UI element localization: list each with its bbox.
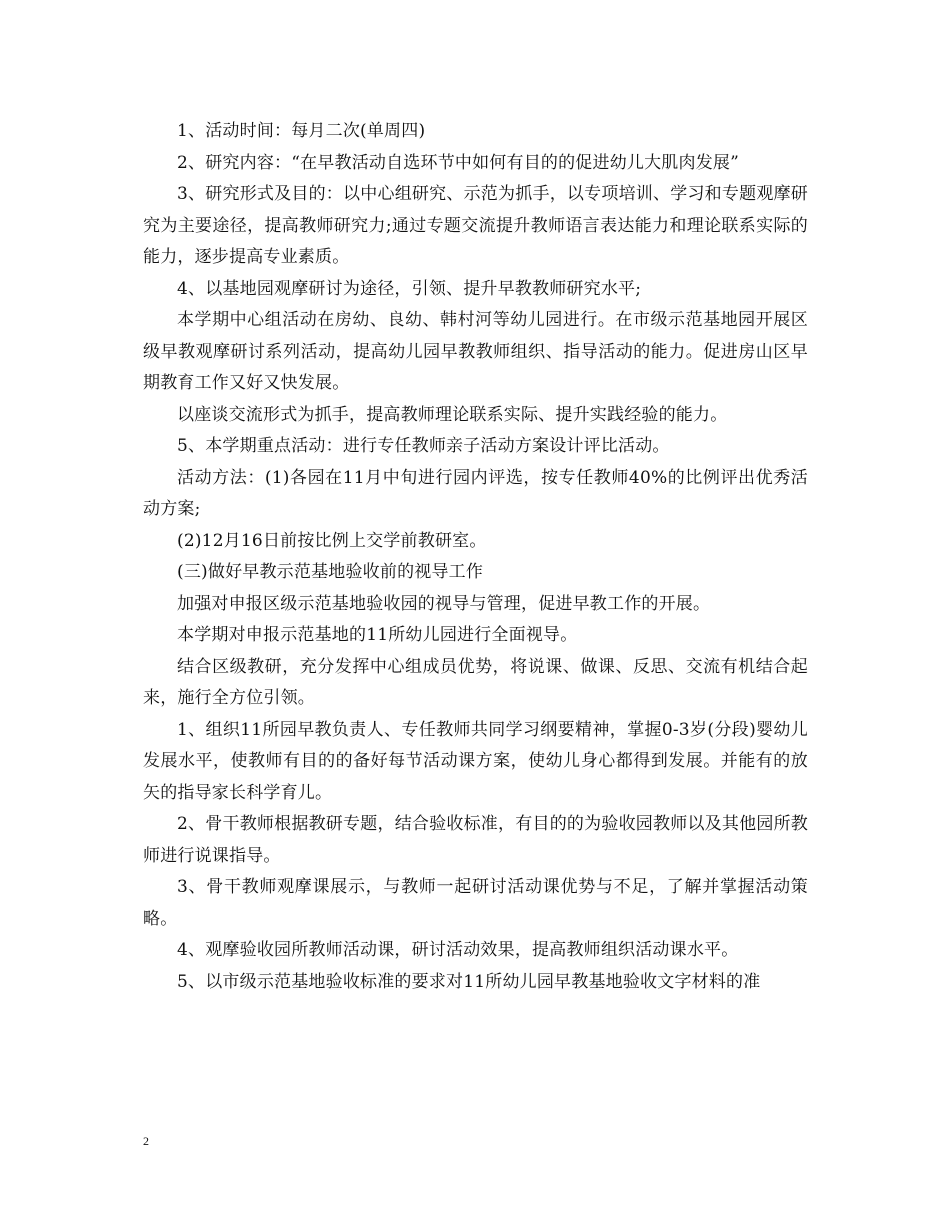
- paragraph: (2)12月16日前按比例上交学前教研室。: [177, 530, 487, 551]
- document-body: [143, 116, 808, 998]
- paragraph: 4、观摩验收园所教师活动课，研讨活动效果，提高教师组织活动课水平。: [177, 940, 739, 960]
- paragraph: 5、本学期重点活动：进行专任教师亲子活动方案设计评比活动。: [177, 436, 670, 456]
- paragraph: 2、骨干教师根据教研专题，结合验收标准，有目的的为验收园教师以及其他园所教师进行说课指导。: [143, 814, 808, 866]
- paragraph: 3、骨干教师观摩课展示，与教师一起研讨活动课优势与不足，了解并掌握活动策略。: [143, 877, 808, 929]
- paragraph: 本学期中心组活动在房幼、良幼、韩村河等幼儿园进行。在市级示范基地园开展区级早教观摩研讨系列活动，提高幼儿园早教教师组织、指导活动的能力。促进房山区早期教育工作又好又快发展。: [143, 310, 808, 393]
- paragraph: 以座谈交流形式为抓手，提高教师理论联系实际、提升实践经验的能力。: [177, 404, 728, 425]
- paragraph: 4、以基地园观摩研讨为途径，引领、提升早教教师研究水平;: [177, 278, 642, 299]
- paragraph: 本学期对申报示范基地的11所幼儿园进行全面视导。: [177, 625, 578, 645]
- paragraph: 加强对申报区级示范基地验收园的视导与管理，促进早教工作的开展。: [177, 593, 711, 614]
- paragraph: 活动方法：(1)各园在11月中旬进行园内评选，按专任教师40%的比例评出优秀活动方案;: [143, 467, 808, 519]
- paragraph: 2、研究内容：“在早教活动自选环节中如何有目的的促进幼儿大肌肉发展”: [177, 152, 739, 173]
- paragraph: 5、以市级示范基地验收标准的要求对11所幼儿园早教基地验收文字材料的准: [177, 971, 761, 992]
- page-number: 2: [143, 1134, 149, 1148]
- paragraph: 3、研究形式及目的：以中心组研究、示范为抓手，以专项培训、学习和专题观摩研究为主要途径，提高教师研究力;通过专题交流提升教师语言表达能力和理论联系实际的能力，逐步提高专业素质。: [143, 184, 808, 267]
- paragraph: (三)做好早教示范基地验收前的视导工作: [177, 562, 484, 582]
- paragraph: 1、活动时间：每月二次(单周四): [177, 121, 426, 141]
- paragraph: 1、组织11所园早教负责人、专任教师共同学习纲要精神，掌握0-3岁(分段)婴幼儿发展水平，使教师有目的的备好每节活动课方案，使幼儿身心都得到发展。并能有的放矢的指导家长科学育儿。: [143, 719, 808, 803]
- paragraph: 结合区级教研，充分发挥中心组成员优势，将说课、做课、反思、交流有机结合起来，施行全方位引领。: [143, 656, 808, 708]
